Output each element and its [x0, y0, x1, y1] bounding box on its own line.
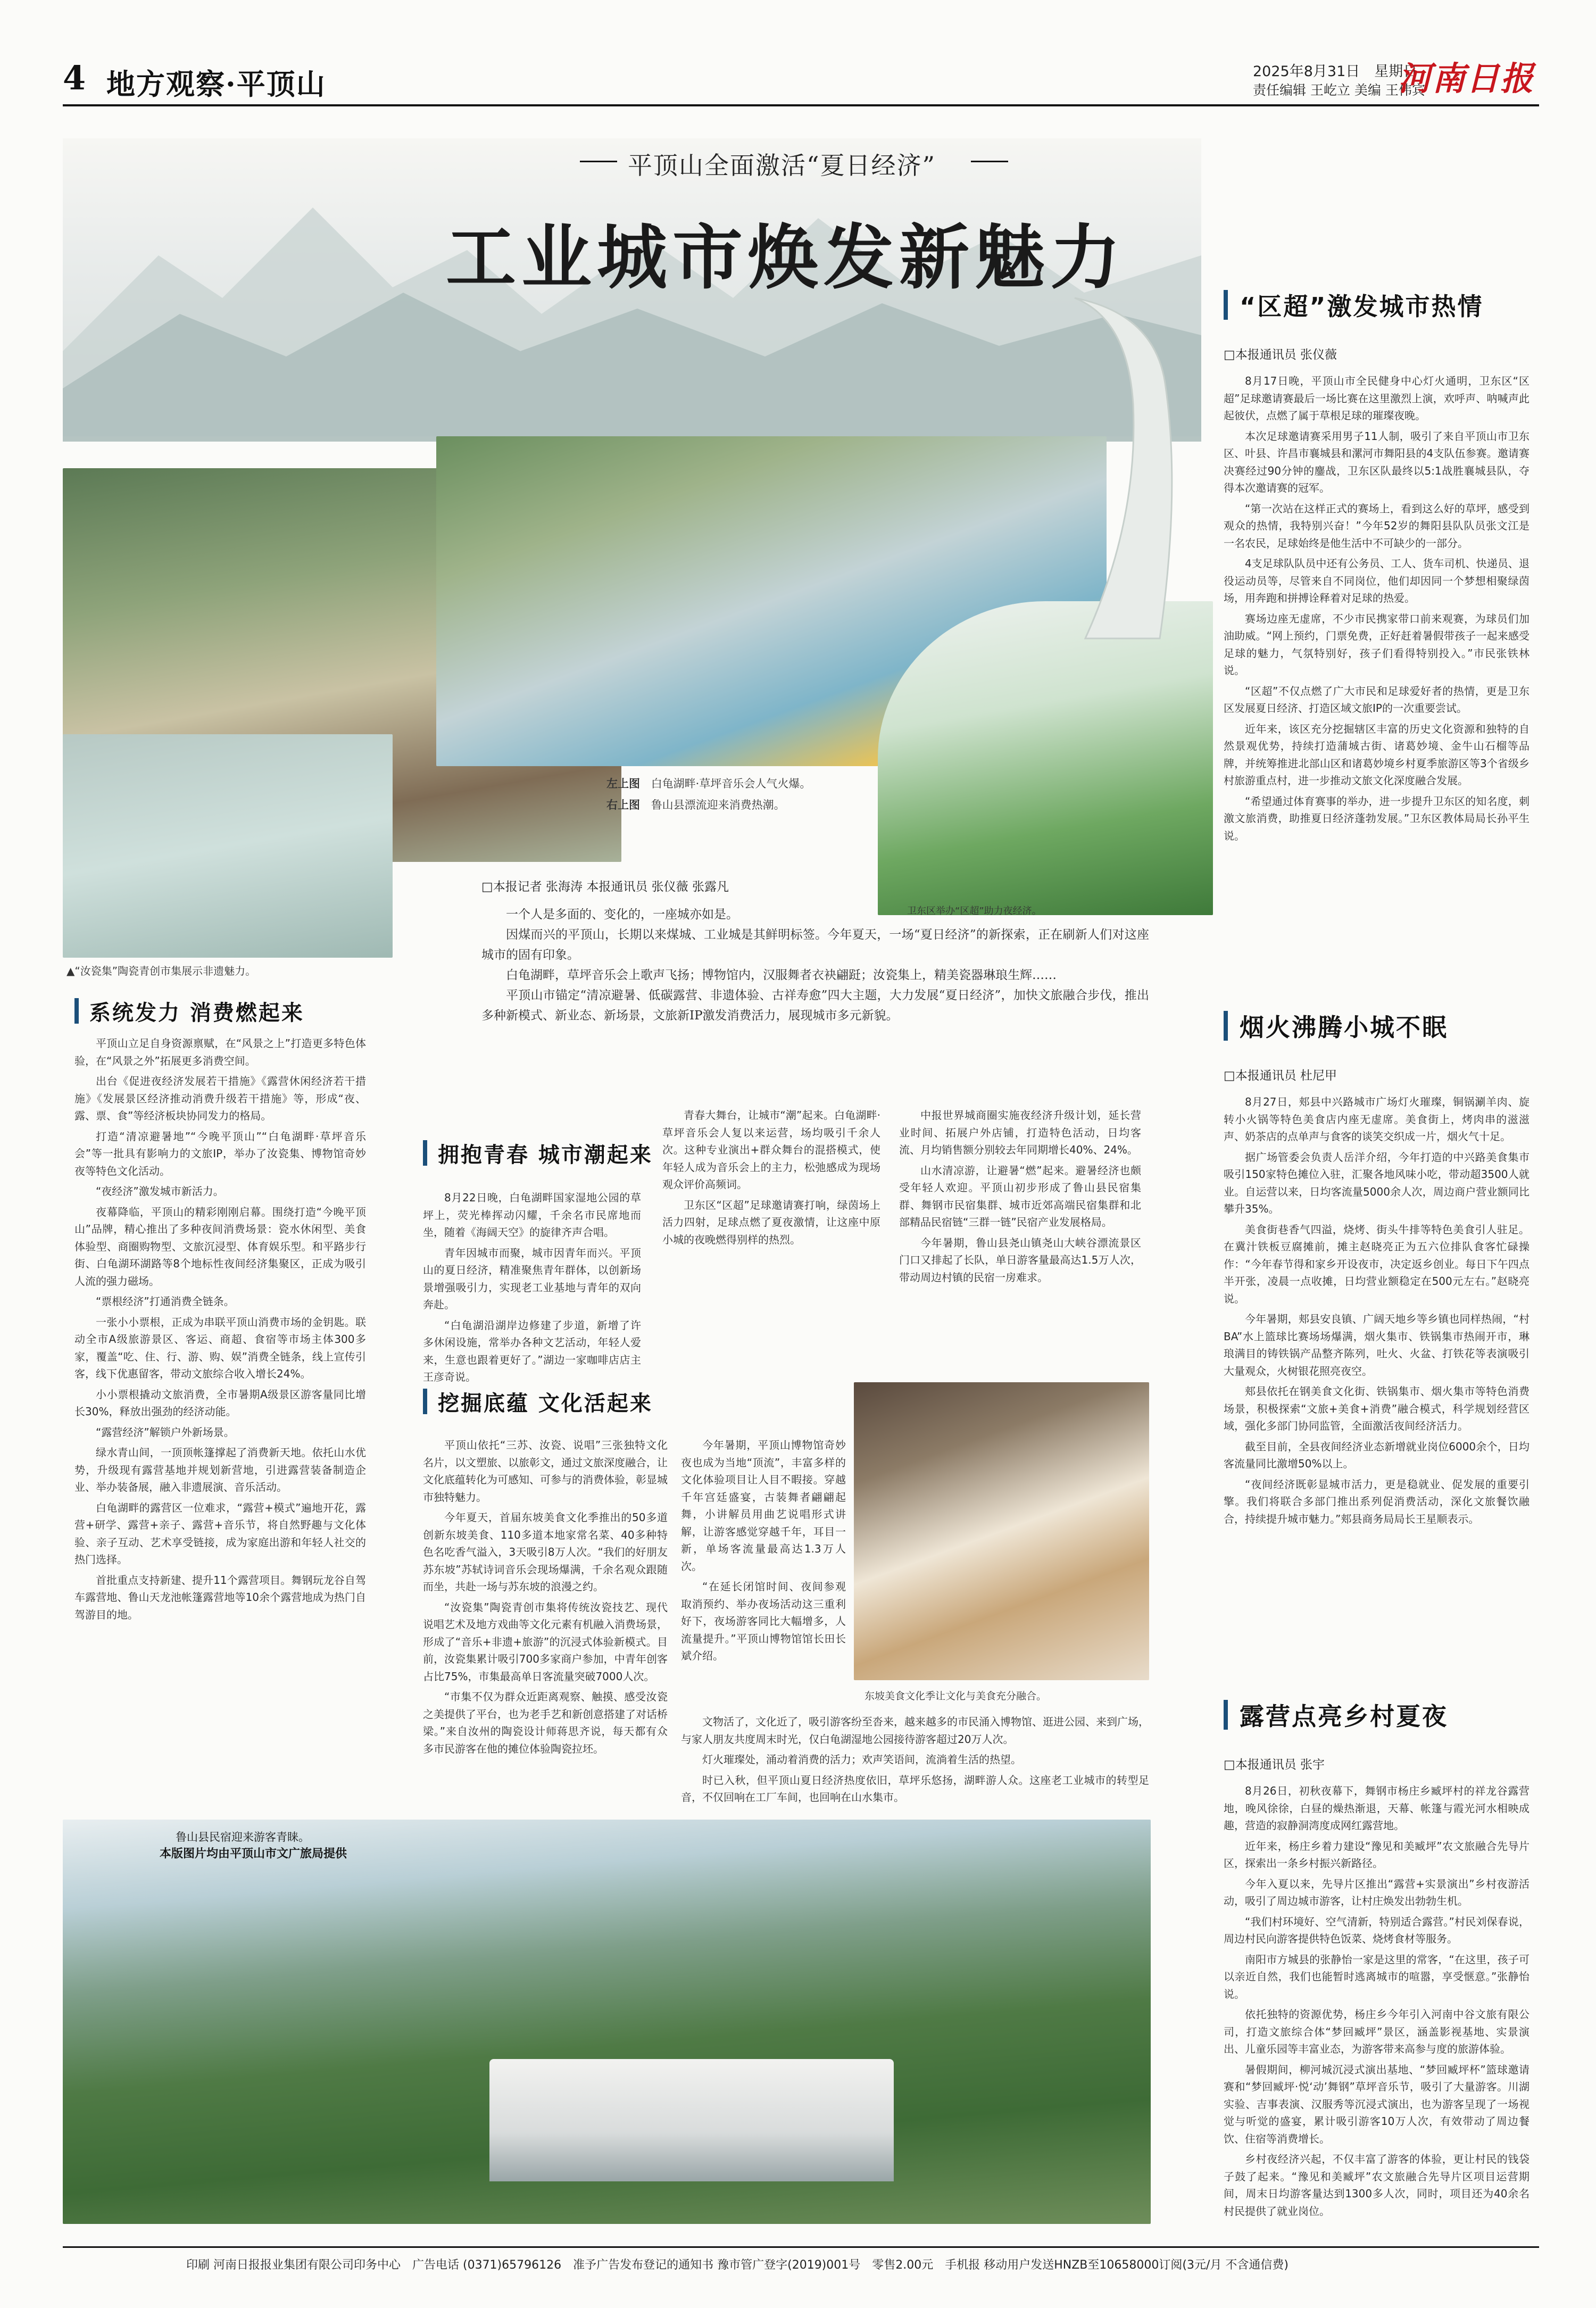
side-title-fireworks: 烟火沸腾小城不眠 [1240, 1013, 1448, 1042]
soccer-paragraph: “区超”不仅点燃了广大市民和足球爱好者的热情，更是卫东区发展夏日经济、打造区域文旅IP的一次重要尝试。 [1224, 684, 1530, 715]
intro-paragraph: 白龟湖畔，草坪音乐会上歌声飞扬；博物馆内，汉服舞者衣袂翩跹；汝瓷集上，精美瓷器琳琅生辉…… [506, 968, 1057, 982]
photo-soccer [878, 601, 1213, 915]
photo-ru-porcelain [63, 734, 393, 958]
youth-paragraph: 中报世界城商圈实施夜经济升级计划，延长营业时间、拓展户外店铺，打造特色活动，日均客流、月均销售额分别较去年同期增长40%、24%。 [899, 1109, 1141, 1156]
system-paragraph: 一张小小票根，正成为串联平顶山消费市场的金钥匙。联动全市A级旅游景区、客运、商超、食宿等市场主体300多家，覆盖“吃、住、行、游、购、娱”消费全链条，线上宣传引客，线下优惠留客，带动文旅综合收入增长24%。 [74, 1315, 366, 1380]
section-title-culture: 挖掘底蕴 文化活起来 [438, 1391, 653, 1416]
side-title-camping: 露营点亮乡村夏夜 [1240, 1702, 1448, 1731]
culture-paragraph: 平顶山依托“三苏、汝瓷、说唱”三张独特文化名片，以文塑旅、以旅彰文，通过文旅深度融合，让文化底蕴转化为可感知、可参与的消费体验，彰显城市独特魅力。 [423, 1439, 668, 1504]
soccer-paragraph: “希望通过体育赛事的举办，进一步提升卫东区的知名度，刺激文旅消费，助推夏日经济蓬勃发展。”卫东区教体局局长孙平生说。 [1224, 794, 1530, 842]
youth-paragraph: 卫东区“区超”足球邀请赛打响，绿茵场上活力四射，足球点燃了夏夜激情，让这座中原小城的夜晚燃得别样的热烈。 [662, 1198, 880, 1246]
hero-kicker: 平顶山全面激活“夏日经济” [628, 151, 936, 180]
issue-date: 2025年8月31日 星期日 [1253, 63, 1418, 80]
soccer-paragraph: 近年来，该区充分挖掘辖区丰富的历史文化资源和独特的自然景观优势，持续打造蒲城古街、诸葛妙境、金牛山石榴等品牌，并统筹推进北部山区和诸葛妙境乡村夏季旅游区等3个省级乡村旅游重点村，进一步推动文旅文化深度融合发展。 [1224, 722, 1530, 787]
section-bar-youth [423, 1140, 427, 1166]
fireworks-paragraph: 8月27日，郏县中兴路城市广场灯火璀璨，铜锅涮羊肉、旋转小火锅等特色美食店内座无虚席。美食街上，烤肉串的滋滋声、奶茶店的点单声与食客的谈笑交织成一片，烟火气十足。 [1224, 1095, 1530, 1143]
fireworks-paragraph: 郏县依托在钢美食文化街、铁锅集市、烟火集市等特色消费场景，积极探索“文旅+美食+消费”融合模式，科学规划经营区域，强化多部门协同监管，全面激活夜间经济活力。 [1224, 1385, 1530, 1432]
homestay-building [489, 2059, 894, 2181]
photo-dongpo-food [854, 1382, 1149, 1680]
soccer-paragraph: “第一次站在这样正式的赛场上，看到这么好的草坪，感受到观众的热情，我特别兴奋！”今年52岁的舞阳县队队员张文江是一名农民，足球始终是他生活中不可缺少的一部分。 [1224, 502, 1530, 550]
section-youth-col-2 [662, 1107, 880, 1375]
footer-rule [63, 2246, 1539, 2248]
caption-left-text: 白龟湖畔·草坪音乐会人气火爆。 [651, 777, 811, 790]
culture-paragraph: 今年暑期，平顶山博物馆奇妙夜也成为当地“顶流”，丰富多样的文化体验项目让人目不暇接。穿越千年宫廷盛宴，古装舞者翩翩起舞，小讲解员用曲艺说唱形式讲解，让游客感觉穿越千年，耳目一新，单场客流量最高达1.3万人次。 [681, 1439, 846, 1573]
soccer-paragraph: 赛场边座无虚席，不少市民携家带口前来观赛，为球员们加油助威。“网上预约，门票免费，正好赶着暑假带孩子一起来感受足球的魅力，气氛特别好，孩子们看得特别投入。”市民张铁林说。 [1224, 612, 1530, 677]
editors-line: 责任编辑 王屹立 美编 王伟宾 [1253, 82, 1425, 98]
caption-left-label: 左上图 [606, 777, 640, 790]
system-paragraph: 平顶山立足自身资源禀赋，在“风景之上”打造更多特色体验，在“风景之外”拓展更多消费空间。 [74, 1037, 366, 1067]
side-fireworks-body [1224, 1093, 1530, 1652]
side-byline-fireworks: □本报通讯员 杜尼甲 [1224, 1069, 1337, 1083]
culture-paragraph: 时已入秋，但平顶山夏日经济热度依旧，草坪乐悠扬，湖畔游人众。这座老工业城市的转型足音，不仅回响在工厂车间，也回响在山水集市。 [681, 1773, 1149, 1804]
fireworks-paragraph: 据广场管委会负责人岳洋介绍，今年打造的中兴路美食集市吸引150家特色摊位入驻，汇聚各地风味小吃，带动超3500人就业。自运营以来，日均客流量5000余人次，周边商户营业额同比攀升35%。 [1224, 1150, 1530, 1215]
camping-paragraph: “我们村环境好、空气清新，特别适合露营。”村民刘保春说，周边村民向游客提供特色饭菜、烧烤食材等服务。 [1224, 1915, 1530, 1945]
intro-paragraph: 因煤而兴的平顶山，长期以来煤城、工业城是其鲜明标签。今年夏天，一场“夏日经济”的新探索，正在刷新人们对这座城市的固有印象。 [481, 928, 1149, 962]
camping-paragraph: 南阳市方城县的张静怡一家是这里的常客，“在这里，孩子可以亲近自然，我们也能暂时逃离城市的喧嚣，享受惬意。”张静怡说。 [1224, 1953, 1530, 2000]
youth-paragraph: 8月22日晚，白龟湖畔国家湿地公园的草坪上，荧光棒挥动闪耀，千余名市民席地而坐，随着《海阔天空》的旋律齐声合唱。 [423, 1191, 641, 1239]
youth-paragraph: 青春大舞台，让城市“潮”起来。白龟湖畔·草坪音乐会人复以来运营，场均吸引千余人次。这种专业演出+群众舞台的混搭模式，使年轻人成为音乐会上的主力，松弛感成为现场观众评价高频词。 [662, 1109, 880, 1191]
kicker-rule-right [971, 161, 1008, 162]
footer-imprint: 印刷 河南日报报业集团有限公司印务中心 广告电话 (0371)65796126 准予广告发布登记的通知书 豫市管广登字(2019)001号 零售2.00元 手机报 移动用户发送HNZB至10658000订阅(3元/月 不含通信费) [186, 2259, 1289, 2272]
hero-title: 工业城市焕发新魅力 [446, 217, 1126, 299]
paper-curl-decoration [1053, 298, 1181, 638]
side-soccer-body [1224, 372, 1530, 968]
camping-paragraph: 8月26日，初秋夜幕下，舞钢市杨庄乡臧坪村的祥龙谷露营地，晚风徐徐，白昼的燥热渐退，天幕、帐篷与霞光河水相映成趣，营造的寂静洞湾度成网红露营地。 [1224, 1784, 1530, 1832]
hero-caption-left [606, 777, 811, 791]
culture-paragraph: “市集不仅为群众近距离观察、触摸、感受汝瓷之美提供了平台，也为老手艺和新创意搭建了对话桥梁。”来自汝州的陶瓷设计师蒋思齐说，每天都有众多市民游客在他的摊位体验陶瓷拉坯。 [423, 1690, 668, 1755]
soccer-paragraph: 4支足球队队员中还有公务员、工人、货车司机、快递员、退役运动员等，尽管来自不同岗位，他们却因同一个梦想相聚绿茵场，用奔跑和拼搏诠释着对足球的热爱。 [1224, 557, 1530, 604]
side-bar-soccer [1224, 290, 1228, 320]
photo-credit: 本版图片均由平顶山市文广旅局提供 [160, 1847, 347, 1861]
section-bar-culture [423, 1389, 427, 1414]
soccer-caption: 卫东区举办“区超”助力夜经济。 [907, 906, 1042, 917]
system-paragraph: “露营经济”解锁户外新场景。 [96, 1425, 235, 1439]
system-paragraph: “票根经济”打通消费全链条。 [96, 1295, 235, 1308]
system-paragraph: “夜经济”激发城市新活力。 [96, 1185, 224, 1198]
system-paragraph: 首批重点支持新建、提升11个露营项目。舞钢玩龙谷自驾车露营地、鲁山天龙池帐篷露营地等10余个露营地成为热门自驾游目的地。 [74, 1573, 366, 1621]
paper-logo: 河南日报 [1398, 59, 1535, 98]
caption-right-text: 鲁山县漂流迎来消费热潮。 [651, 799, 785, 811]
section-title-youth: 拥抱青春 城市潮起来 [438, 1143, 653, 1167]
camping-paragraph: 近年来，杨庄乡着力建设“豫见和美臧坪”农文旅融合先导片区，探索出一条乡村振兴新路径。 [1224, 1839, 1530, 1870]
youth-paragraph: 山水清凉游，让避暑“燃”起来。避暑经济也颇受年轻人欢迎。平顶山初步形成了鲁山县民宿集群、舞钢市民宿集群、城市近郊高端民宿集群和北部精品民宿链“三群一链”民宿产业发展格局。 [899, 1164, 1141, 1228]
header-rule [63, 104, 1539, 106]
intro-block [481, 904, 1149, 1064]
camping-paragraph: 乡村夜经济兴起，不仅丰富了游客的体验，更让村民的钱袋子鼓了起来。“豫见和美臧坪”农文旅融合先导片区项目运营期间，周末日均游客量达到1300多人次，同时，项目还为40余名村民提供了就业岗位。 [1224, 2153, 1530, 2218]
culture-paragraph: 今年夏天，首届东坡美食文化季推出的50多道创新东坡美食、110多道本地家常名菜、40多种特色名吃香气溢入，3天吸引8万人次。“我们的好朋友苏东坡”苏轼诗词音乐会现场爆满，千余名观众跟随而坐，共赴一场与苏东坡的浪漫之约。 [423, 1511, 668, 1593]
camping-paragraph: 暑假期间，柳河城沉浸式演出基地、“梦回臧坪杯”篮球邀请赛和“梦回臧坪·悦‘动’舞钢”草坪音乐节，吸引了大量游客。川湖实验、吉事表演、汉服秀等沉浸式演出，也为游客呈现了一场视觉与听觉的盛宴，累计吸引游客10万人次，有效带动了周边餐饮、住宿等消费增长。 [1224, 2063, 1530, 2145]
intro-paragraph: 平顶山市锚定“清凉避暑、低碳露营、非遗体验、古祥寿愈”四大主题，大力发展“夏日经济”，加快文旅融合步伐，推出多种新模式、新业态、新场景，文旅新IP激发消费活力，展现城市多元新貌。 [481, 989, 1149, 1023]
side-byline-camping: □本报通讯员 张宇 [1224, 1758, 1325, 1772]
fireworks-paragraph: 今年暑期，郏县安良镇、广阔天地乡等乡镇也同样热闹，“村BA”水上篮球比赛场场爆满，烟火集市、铁锅集市热闹开市，琳琅满目的铸铁锅产品整齐陈列，吐火、火盆、打铁花等表演吸引大量观众，火树银花照亮夜空。 [1224, 1313, 1530, 1377]
main-byline: □本报记者 张海涛 本报通讯员 张仪薇 张露凡 [481, 880, 729, 894]
system-paragraph: 打造“清凉避暑地”“今晚平顶山”“白龟湖畔·草坪音乐会”等一批具有影响力的文旅IP，举办了汝瓷集、博物馆奇妙夜等特色文化活动。 [74, 1130, 366, 1177]
intro-paragraph: 一个人是多面的、变化的，一座城亦如是。 [506, 908, 738, 921]
porcelain-caption: ▲“汝瓷集”陶瓷青创市集展示非遗魅力。 [66, 965, 256, 977]
camping-paragraph: 今年入夏以来，先导片区推出“露营+实景演出”乡村夜游活动，吸引了周边城市游客，让村庄焕发出勃勃生机。 [1224, 1877, 1530, 1907]
system-paragraph: 出台《促进夜经济发展若干措施》《露营休闲经济若干措施》《发展景区经济推动消费升级若干措施》等，形成“夜、露、票、食”等经济板块协同发力的格局。 [74, 1075, 366, 1122]
section-youth-col-3 [899, 1107, 1141, 1375]
side-bar-camping [1224, 1700, 1228, 1730]
caption-right-label: 右上图 [606, 799, 640, 811]
section-system-body [74, 1035, 366, 1785]
page-number: 4 [63, 59, 86, 97]
system-paragraph: 白龟湖畔的露营区一位难求，“露营+模式”遍地开花，露营+研学、露营+亲子、露营+音乐节，将自然野趣与文化体验、亲子互动、艺术享受链接，成为家庭出游和年轻人社交的热门选择。 [74, 1501, 366, 1566]
section-bar-system [74, 998, 79, 1024]
fireworks-paragraph: “夜间经济既彰显城市活力，更是稳就业、促发展的重要引擎。我们将联合多部门推出系列促消费活动，深化文旅餐饮融合，持续提升城市魅力。”郏县商务局局长王星顺表示。 [1224, 1477, 1530, 1525]
side-bar-fireworks [1224, 1011, 1228, 1041]
soccer-paragraph: 8月17日晚，平顶山市全民健身中心灯火通明，卫东区“区超”足球邀请赛最后一场比赛在这里激烈上演，欢呼声、呐喊声此起彼伏，点燃了属于草根足球的璀璨夜晚。 [1224, 375, 1530, 422]
system-paragraph: 夜幕降临，平顶山的精彩刚刚启幕。围绕打造“今晚平顶山”品牌，精心推出了多种夜间消费场景：瓷水休闲型、美食体验型、商圈购物型、文旅沉浸型、体育娱乐型。和平路步行街、白龟湖环湖路等8个地标性夜间经济集聚区，正成为吸引人流的强力磁场。 [74, 1205, 366, 1288]
culture-paragraph: 文物活了，文化近了，吸引游客纷至沓来，越来越多的市民涌入博物馆、逛进公园、来到广场，与家人朋友共度周末时光，仅白龟湖湿地公园接待游客超过20万人次。 [681, 1715, 1149, 1746]
section-title-system: 系统发力 消费燃起来 [89, 1001, 304, 1025]
culture-paragraph: “汝瓷集”陶瓷青创市集将传统汝瓷技艺、现代说唱艺术及地方戏曲等文化元素有机融入消费场景，形成了“音乐+非遗+旅游”的沉浸式体验新模式。目前，汝瓷集累计吸引700多家商户参加，中青年创客占比75%，市集最高单日客流量突破7000人次。 [423, 1600, 668, 1683]
soccer-paragraph: 本次足球邀请赛采用男子11人制，吸引了来自平顶山市卫东区、叶县、许昌市襄城县和漯河市舞阳县的4支队伍参赛。邀请赛决赛经过90分钟的鏖战，卫东区队最终以5:1战胜襄城县队，夺得本次邀请赛的冠军。 [1224, 429, 1530, 494]
youth-paragraph: “白龟湖沿湖岸边修建了步道，新增了许多休闲设施，常举办各种文艺活动，年轻人爱来，生意也跟着更好了。”湖边一家咖啡店店主王彦奇说。 [423, 1318, 641, 1383]
side-byline-soccer: □本报通讯员 张仪薇 [1224, 348, 1337, 362]
culture-paragraph: “在延长闭馆时间、夜间参观取消预约、举办夜场活动这三重利好下，夜场游客同比大幅增多，人流量提升。”平顶山博物馆馆长田长斌介绍。 [681, 1580, 846, 1662]
dongpo-caption: 东坡美食文化季让文化与美食充分融合。 [864, 1690, 1047, 1702]
youth-paragraph: 今年暑期，鲁山县尧山镇尧山大峡谷漂流景区门口又排起了长队，单日游客量最高达1.5万人次，带动周边村镇的民宿一房难求。 [899, 1236, 1141, 1284]
system-paragraph: 小小票根撬动文旅消费，全市暑期A级景区游客量同比增长30%，释放出强劲的经济动能。 [74, 1388, 366, 1418]
side-title-soccer: “区超”激发城市热情 [1240, 292, 1484, 321]
hero-caption-right [606, 798, 785, 812]
section-culture-col-1 [423, 1437, 668, 1852]
side-camping-body [1224, 1782, 1530, 2229]
homestay-caption: 鲁山县民宿迎来游客青睐。 [176, 1831, 310, 1844]
section-title: 地方观察·平顶山 [106, 67, 326, 101]
youth-paragraph: 青年因城市而聚，城市因青年而兴。平顶山的夏日经济，精准聚焦青年群体，以创新场景增强吸引力，实现老工业基地与青年的双向奔赴。 [423, 1246, 641, 1311]
kicker-rule-left [580, 161, 617, 162]
section-youth-col-1 [423, 1189, 641, 1383]
system-paragraph: 绿水青山间，一顶顶帐篷撑起了消费新天地。依托山水优势，升级现有露营基地并规划新营地，引进露营装备制造企业、举办装备展，融入非遗展演、音乐活动。 [74, 1446, 366, 1493]
fireworks-paragraph: 美食街巷香气四溢，烧烤、街头牛排等特色美食引人驻足。在冀汁铁板豆腐摊前，摊主赵晓亮正为五六位排队食客忙碌操作：“今年春节得和家乡开设夜市，决定返乡创业。每日下午四点半开张，凌晨一点收摊，日均营业额稳定在500元左右。”赵晓亮说。 [1224, 1223, 1530, 1305]
camping-paragraph: 依托独特的资源优势，杨庄乡今年引入河南中谷文旅有限公司，打造文旅综合体“梦回臧坪”景区，涵盖影视基地、实景演出、儿童乐园等丰富业态，为游客带来高参与度的旅游体验。 [1224, 2008, 1530, 2055]
culture-paragraph: 灯火璀璨处，涌动着消费的活力；欢声笑语间，流淌着生活的热望。 [702, 1753, 1021, 1766]
fireworks-paragraph: 截至目前，全县夜间经济业态新增就业岗位6000余个，日均客流量同比激增50%以上。 [1224, 1440, 1530, 1470]
